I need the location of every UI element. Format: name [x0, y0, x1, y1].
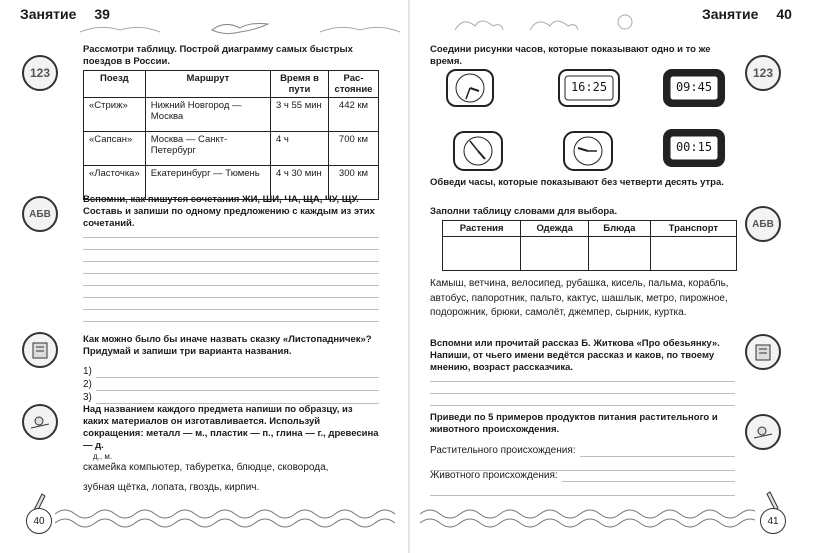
digital-time: 00:15 — [675, 140, 713, 154]
digital-time: 16:25 — [570, 80, 608, 94]
answer-line — [83, 365, 379, 378]
table-cell: Екатеринбург — Тюмень — [145, 166, 270, 200]
page-number: 40 — [26, 508, 52, 534]
task-text: Над названием каждого предмета напиши по образцу, из каких материалов он изготавливается. Используй сокращения: металл — м., пластик — п., глина — г., древесина — д. — [83, 404, 379, 451]
table-cell[interactable] — [589, 237, 651, 271]
table-header: Транспорт — [650, 221, 736, 237]
sample-text: д., м. — [93, 452, 113, 461]
answer-list — [83, 365, 379, 404]
digital-time: 09:45 — [675, 80, 713, 94]
table-header: Одежда — [521, 221, 589, 237]
answer-number: 1) — [83, 366, 92, 377]
bird-branch-icon — [22, 404, 58, 440]
table-cell: 3 ч 55 мин — [271, 98, 329, 132]
table-cell: 4 ч 30 мин — [271, 166, 329, 200]
table-row — [443, 237, 737, 271]
lesson-label: Занятие — [702, 6, 759, 22]
sun-icon — [618, 15, 632, 29]
table-cell: «Ласточка» — [84, 166, 146, 200]
writing-lines — [83, 226, 379, 322]
lesson-title-39 — [20, 6, 110, 22]
pencil-icon — [766, 490, 782, 510]
page-number: 41 — [760, 508, 786, 534]
russian-letters-icon: АБВ — [22, 196, 58, 232]
lesson-label: Занятие — [20, 6, 77, 22]
trains-table — [83, 70, 379, 200]
table-row — [84, 132, 379, 166]
table-cell: Москва — Санкт-Петербург — [145, 132, 270, 166]
table-cell: «Стриж» — [84, 98, 146, 132]
lesson-number: 40 — [776, 6, 792, 22]
writing-lines — [430, 370, 735, 406]
task-text: Вспомни или прочитай рассказ Б. Житкова «Про обезьянку». Напиши, от чьего имени ведётся рассказ и каков, по твоему мнению, возраст рассказчика. — [430, 338, 720, 373]
analog-clock-icon — [450, 124, 506, 174]
wave-decoration — [55, 506, 400, 530]
task-text: Соедини рисунки часов, которые показывают одно и то же время. — [430, 44, 711, 67]
words-line: скамейка компьютер, табуретка, блюдце, сковорода, — [83, 462, 329, 473]
answer-line — [83, 391, 379, 404]
table-header: Маршрут — [145, 71, 270, 98]
table-cell[interactable] — [650, 237, 736, 271]
math-icon: 123 — [22, 55, 58, 91]
answer-line — [83, 378, 379, 391]
table-header: Поезд — [84, 71, 146, 98]
bird-branch-icon — [745, 414, 781, 450]
table-cell[interactable] — [443, 237, 521, 271]
table-header: Растения — [443, 221, 521, 237]
table-cell: Нижний Новгород — Москва — [145, 98, 270, 132]
right-page — [410, 0, 820, 553]
analog-clock-icon — [445, 66, 495, 110]
math-icon: 123 — [745, 55, 781, 91]
task-text: Вспомни, как пишутся сочетания ЖИ, ШИ, ЧА, ЩА, ЧУ, ЩУ. Составь и запиши по одному предложению с каждым из этих сочетаний. — [83, 194, 375, 229]
animal-answer — [430, 468, 735, 496]
answer-number: 2) — [83, 379, 92, 390]
cloud-doodles — [80, 22, 400, 36]
russian-letters-icon: АБВ — [745, 206, 781, 242]
animal-label: Животного происхождения: — [430, 470, 558, 481]
table-header: Время в пути — [271, 71, 329, 98]
table-cell[interactable] — [521, 237, 589, 271]
table-cell: «Сапсан» — [84, 132, 146, 166]
table-header: Блюда — [589, 221, 651, 237]
task-text: Заполни таблицу словами для выбора. — [430, 206, 618, 217]
words-line: зубная щётка, лопата, гвоздь, кирпич. — [83, 482, 260, 493]
table-cell: 4 ч — [271, 132, 329, 166]
table-cell: 700 км — [329, 132, 379, 166]
task-text: Обведи часы, которые показывают без четверти десять утра. — [430, 177, 724, 188]
cloud-doodles — [450, 12, 640, 36]
lesson-title-40 — [702, 6, 792, 22]
table-row — [84, 98, 379, 132]
plant-label: Растительного происхождения: — [430, 445, 576, 456]
categories-table — [442, 220, 737, 271]
book-icon — [745, 334, 781, 370]
book-icon — [22, 332, 58, 368]
wave-decoration — [420, 506, 755, 530]
analog-clock-icon — [560, 124, 616, 174]
table-cell: 442 км — [329, 98, 379, 132]
answer-number: 3) — [83, 392, 92, 403]
task-text: Приведи по 5 примеров продуктов питания растительного и животного происхождения. — [430, 412, 718, 435]
table-cell: 300 км — [329, 166, 379, 200]
task-text: Рассмотри таблицу. Построй диаграмму самых быстрых поездов в России. — [83, 44, 353, 67]
task-text: Как можно было бы иначе назвать сказку «Листопадничек»? Придумай и запиши три варианта названия. — [83, 334, 372, 357]
lesson-number: 39 — [94, 6, 110, 22]
plant-answer — [430, 443, 735, 471]
word-list: Камыш, ветчина, велосипед, рубашка, кисель, пальма, корабль, автобус, папоротник, пальто, кактус, шашлык, метро, пирожное, подорожник, брюки, самолёт, джемпер, сырник, куртка. — [430, 278, 729, 318]
table-header: Рас-стояние — [329, 71, 379, 98]
